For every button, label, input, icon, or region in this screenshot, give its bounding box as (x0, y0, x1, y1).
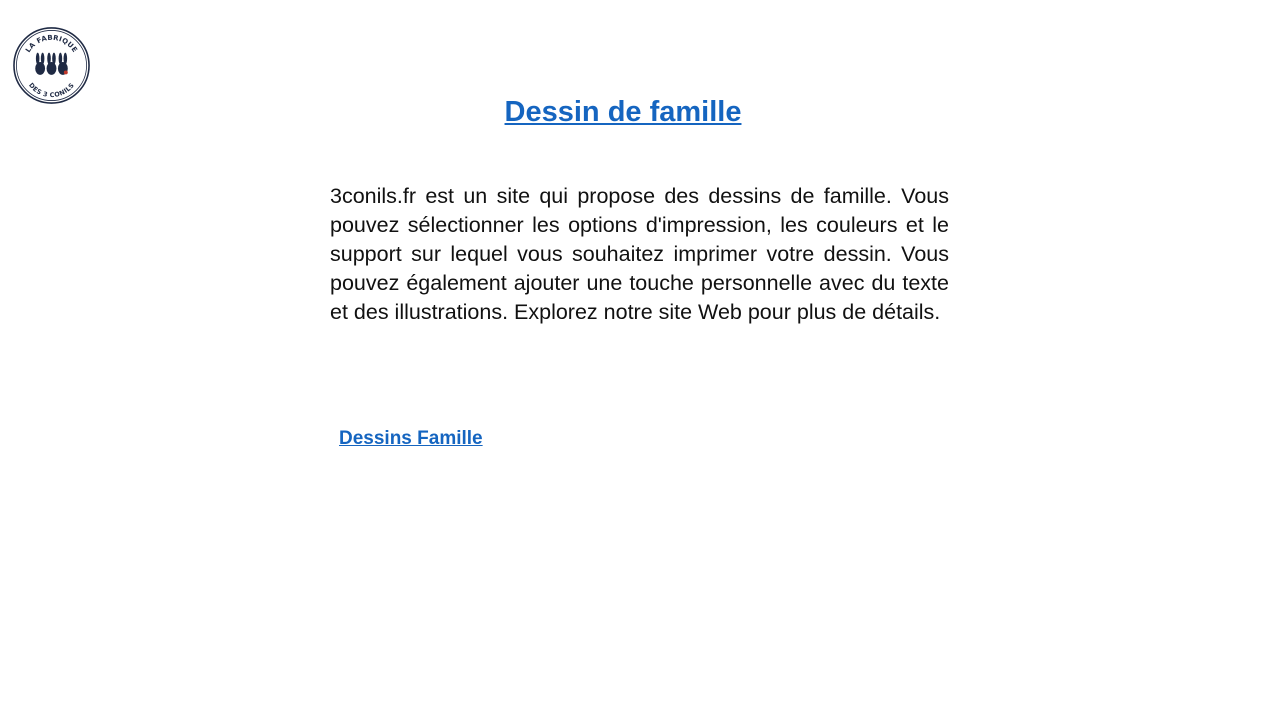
dessins-famille-link[interactable]: Dessins Famille (339, 428, 483, 449)
logo-text-bottom: DES 3 CONILS (27, 81, 76, 100)
page-title (0, 93, 1246, 131)
logo-text-top: LA FABRIQUE (24, 33, 79, 55)
page-title-link[interactable]: Dessin de famille (504, 96, 742, 128)
description-paragraph: 3conils.fr est un site qui propose des dessins de famille. Vous pouvez sélectionner les options d'impression, les couleurs et le support sur lequel vous souhaitez imprimer votre dessin. Vous pouvez également ajouter une touche personnelle avec du texte et des illustrations. Explorez notre site Web pour plus de détails. (330, 184, 949, 324)
